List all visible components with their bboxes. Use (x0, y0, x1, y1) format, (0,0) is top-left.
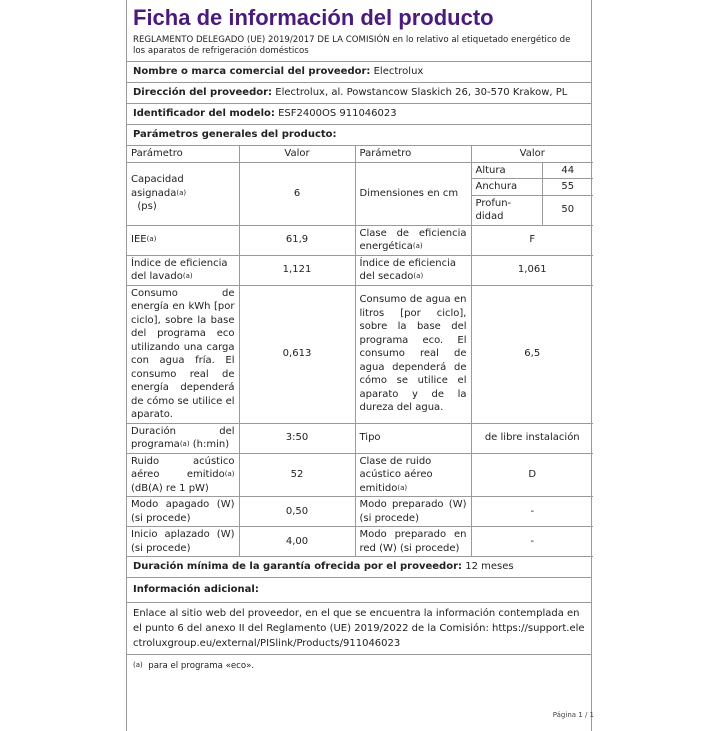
network-standby-value: - (471, 527, 593, 557)
warranty-label: Duración mínima de la garantía ofrecida por el proveedor: (133, 561, 463, 572)
additional-info-row (127, 578, 591, 603)
standby-label: Modo preparado (W) (si procede) (355, 497, 471, 527)
footnote-ref: (a) (413, 272, 424, 280)
table-row (127, 497, 593, 527)
supplier-name-value: Electrolux (373, 66, 424, 77)
delay-value: 4,00 (239, 527, 355, 557)
dry-eff-label: Índice de eficiencia del secado (359, 257, 457, 282)
off-mode-value: 0,50 (239, 497, 355, 527)
supplier-name-row (127, 62, 591, 83)
capacity-value: 6 (239, 162, 355, 225)
footnote-ref: (a) (412, 242, 423, 250)
header-value-2: Valor (471, 146, 593, 162)
iee-value: 61,9 (239, 225, 355, 255)
duration-label-cell (127, 423, 239, 453)
supplier-address-label: Dirección del proveedor: (133, 87, 273, 98)
parameters-table (127, 146, 593, 557)
table-row (127, 527, 593, 557)
iee-label: IEE (131, 234, 147, 246)
energy-cons-value: 0,613 (239, 285, 355, 423)
noise-label: Ruido acústico aéreo emitido (131, 455, 235, 480)
width-value: 55 (542, 179, 593, 196)
duration-label: Duración del programa (131, 425, 235, 450)
header-value-1: Valor (239, 146, 355, 162)
model-id-row (127, 104, 591, 125)
page-title: Ficha de información del producto (133, 5, 494, 30)
footnote-ref: (a) (182, 272, 193, 280)
table-row (127, 225, 593, 255)
general-params-label: Parámetros generales del producto: (133, 129, 337, 140)
footnote-mark: (a) (133, 661, 143, 669)
noise-value: 52 (239, 453, 355, 497)
header-param-1: Parámetro (127, 146, 239, 162)
dry-eff-value: 1,061 (471, 255, 593, 285)
table-row (127, 453, 593, 497)
capacity-label-cell (127, 162, 239, 225)
table-row (127, 255, 593, 285)
wash-eff-label: Índice de eficiencia del lavado (131, 257, 228, 282)
regulation-text: REGLAMENTO DELEGADO (UE) 2019/2017 DE LA COMISIÓN en lo relativo al etiquetado energético de los aparatos de refrigeración domésticos (127, 33, 591, 62)
off-mode-label: Modo apagado (W) (si procede) (127, 497, 239, 527)
footnote-ref: (a) (179, 440, 190, 448)
delay-label: Inicio aplazado (W) (si procede) (127, 527, 239, 557)
water-cons-label: Consumo de agua en litros [por ciclo], sobre la base del programa eco. El consumo real de agua dependerá de cómo se utilice el aparato y de la dureza del agua. (355, 285, 471, 423)
dry-eff-label-cell (355, 255, 471, 285)
height-label: Altura (472, 163, 543, 179)
depth-label (472, 195, 543, 225)
dimensions-cell (471, 162, 593, 225)
wash-eff-value: 1,121 (239, 255, 355, 285)
footnote-text: para el programa «eco». (148, 661, 255, 671)
depth-value: 50 (561, 204, 575, 216)
noise-unit: (dB(A) re 1 pW) (131, 482, 209, 494)
duration-unit: (h:min) (192, 439, 230, 450)
supplier-address-row (127, 83, 591, 104)
capacity-label: Capacidad asignada (131, 174, 184, 199)
dimensions-table (472, 163, 594, 225)
noise-class-label: Clase de ruido acústico aéreo emitido (359, 455, 433, 494)
energy-class-label: Clase de eficiencia energética (359, 227, 467, 252)
header-param-2: Parámetro (355, 146, 471, 162)
water-cons-value: 6,5 (471, 285, 593, 423)
page-number: Página 1 / 1 (552, 711, 594, 719)
model-id-label: Identificador del modelo: (133, 108, 275, 119)
duration-value: 3:50 (239, 423, 355, 453)
footnote-ref: (a) (146, 235, 157, 244)
warranty-value: 12 meses (465, 561, 514, 572)
model-id-value: ESF2400OS 911046023 (278, 108, 397, 119)
supplier-name-label: Nombre o marca comercial del proveedor: (133, 66, 371, 77)
type-value: de libre instalación (471, 423, 593, 453)
width-label: Anchura (472, 179, 543, 196)
capacity-unit: (ps) (137, 201, 157, 213)
table-header-row (127, 146, 593, 162)
type-label: Tipo (355, 423, 471, 453)
footnote (127, 655, 591, 671)
standby-value: - (471, 497, 593, 527)
noise-class-label-cell (355, 453, 471, 497)
general-params-row (127, 125, 591, 146)
depth-label-2: didad (475, 211, 504, 222)
footnote-ref: (a) (397, 483, 408, 492)
additional-info-label: Información adicional: (133, 584, 259, 595)
dimensions-label: Dimensiones en cm (355, 162, 471, 225)
table-row (127, 285, 593, 423)
network-standby-label: Modo preparado en red (W) (si procede) (355, 527, 471, 557)
iee-label-cell (127, 225, 239, 255)
energy-cons-label: Consumo de energía en kWh [por ciclo], sobre la base del programa eco utilizando una carga con agua fría. El consumo real de energía dependerá de cómo se utilice el aparato. (127, 285, 239, 423)
energy-class-value: F (471, 225, 593, 255)
table-row (127, 423, 593, 453)
wash-eff-label-cell (127, 255, 239, 285)
supplier-address-value: Electrolux, al. Powstancow Slaskich 26, 30-570 Krakow, PL (275, 87, 568, 98)
product-info-sheet (126, 0, 592, 731)
height-value: 44 (542, 163, 593, 179)
energy-class-label-cell (355, 225, 471, 255)
additional-info-text: Enlace al sitio web del proveedor, en el que se encuentra la información contemplada en el punto 6 del anexo II del Reglamento (UE) 2019/2022 de la Comisión: https://support.electroluxgroup.eu/external/PISlink/Products/911046023 (127, 603, 591, 655)
footnote-ref: (a) (224, 470, 235, 478)
depth-label-1: Profun- (475, 197, 512, 209)
noise-class-value: D (471, 453, 593, 497)
table-row (127, 162, 593, 225)
noise-label-cell (127, 453, 239, 497)
footnote-ref: (a) (176, 188, 187, 197)
warranty-row (127, 557, 591, 578)
